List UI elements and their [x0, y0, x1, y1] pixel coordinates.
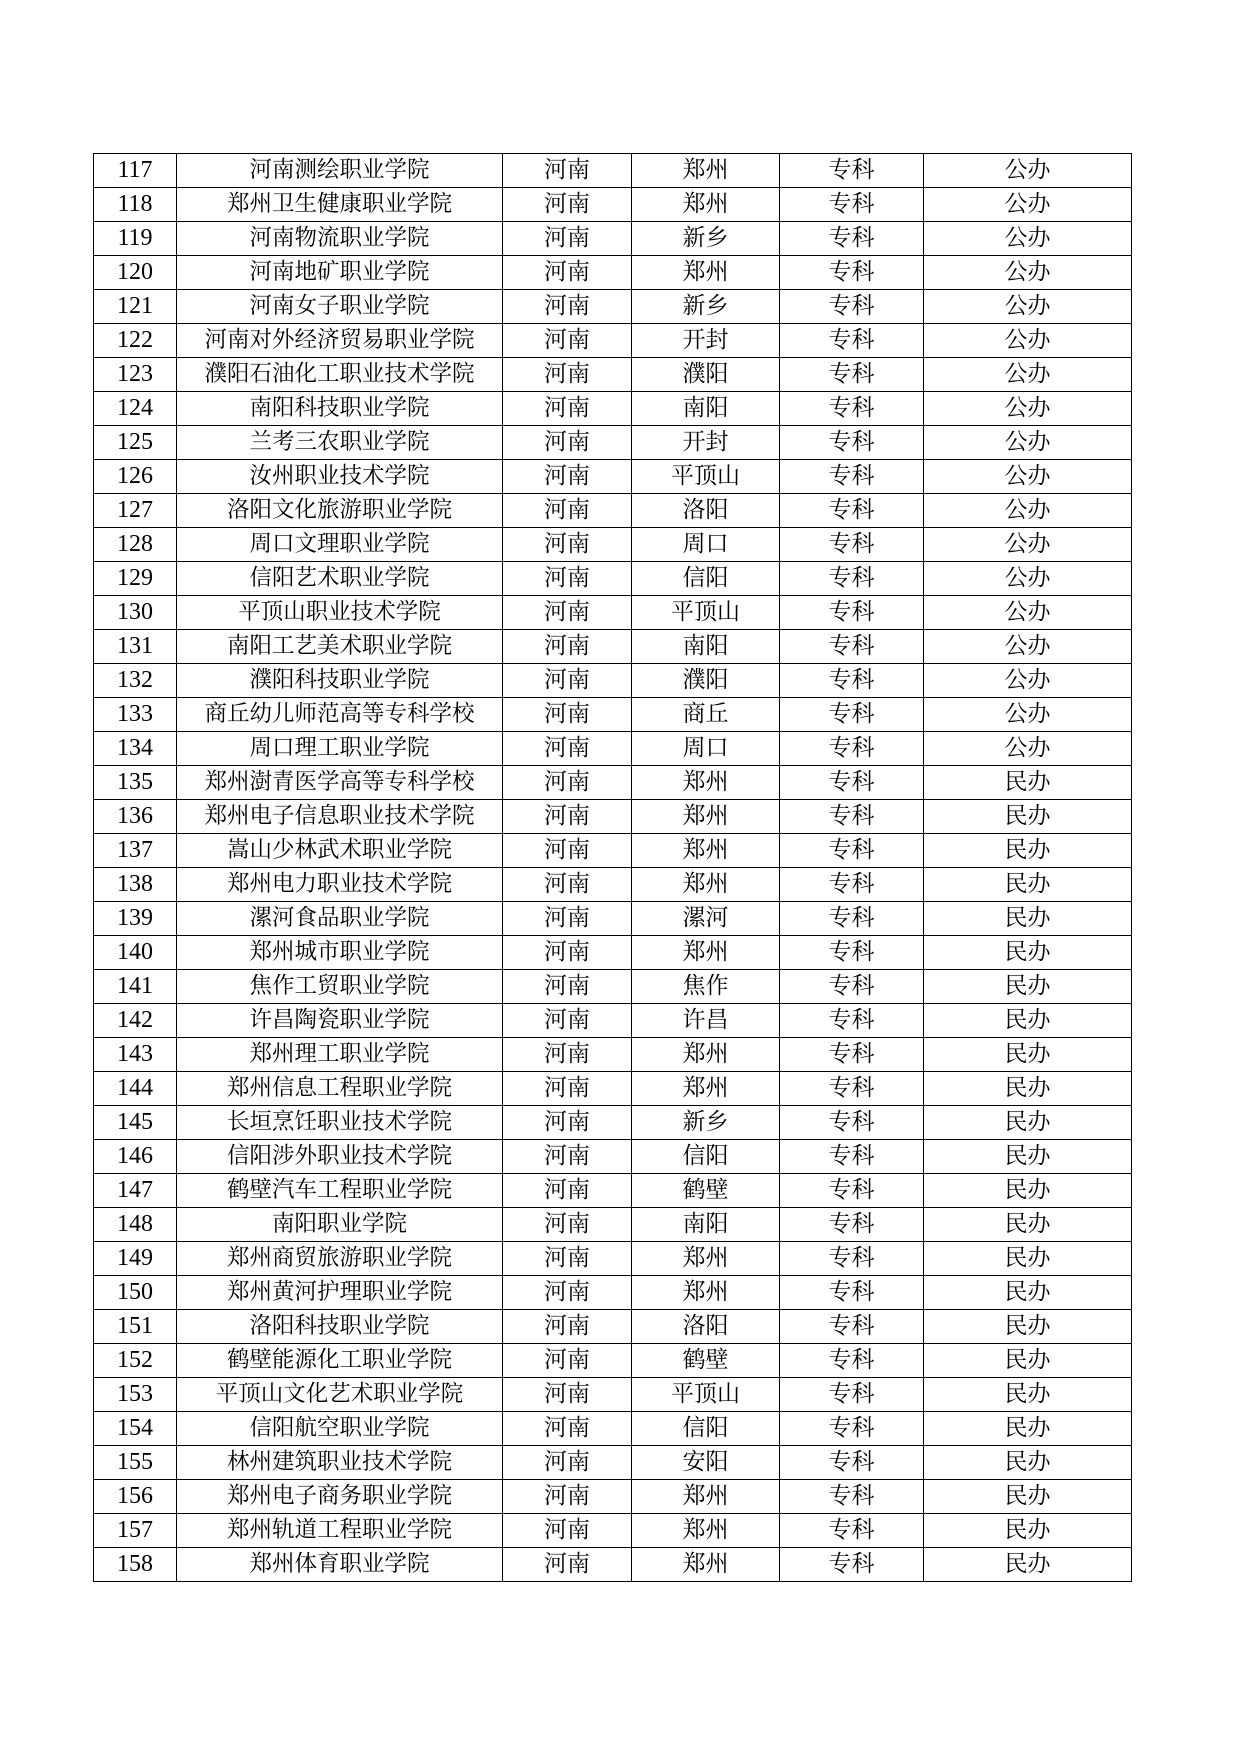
- college-name-cell: 郑州信息工程职业学院: [177, 1072, 503, 1106]
- college-name-cell: 河南女子职业学院: [177, 290, 503, 324]
- table-row: [94, 1310, 1132, 1344]
- level-cell: 专科: [780, 1242, 924, 1276]
- college-name-cell: 许昌陶瓷职业学院: [177, 1004, 503, 1038]
- level-cell: 专科: [780, 1378, 924, 1412]
- college-name-cell: 焦作工贸职业学院: [177, 970, 503, 1004]
- college-name-cell: 郑州黄河护理职业学院: [177, 1276, 503, 1310]
- level-cell: 专科: [780, 732, 924, 766]
- college-name-cell: 郑州商贸旅游职业学院: [177, 1242, 503, 1276]
- ownership-type-cell: 民办: [924, 902, 1132, 936]
- ownership-type-cell: 公办: [924, 596, 1132, 630]
- table-row: [94, 1514, 1132, 1548]
- city-cell: 郑州: [632, 1276, 780, 1310]
- table-row: [94, 970, 1132, 1004]
- table-row: [94, 1276, 1132, 1310]
- ownership-type-cell: 公办: [924, 324, 1132, 358]
- row-number-cell: 153: [94, 1378, 177, 1412]
- row-number-cell: 145: [94, 1106, 177, 1140]
- college-name-cell: 郑州澍青医学高等专科学校: [177, 766, 503, 800]
- college-name-cell: 洛阳科技职业学院: [177, 1310, 503, 1344]
- province-cell: 河南: [503, 154, 632, 188]
- province-cell: 河南: [503, 1310, 632, 1344]
- ownership-type-cell: 民办: [924, 1378, 1132, 1412]
- level-cell: 专科: [780, 970, 924, 1004]
- ownership-type-cell: 民办: [924, 1242, 1132, 1276]
- city-cell: 洛阳: [632, 1310, 780, 1344]
- city-cell: 鹤壁: [632, 1174, 780, 1208]
- level-cell: 专科: [780, 936, 924, 970]
- row-number-cell: 133: [94, 698, 177, 732]
- ownership-type-cell: 公办: [924, 188, 1132, 222]
- table-row: [94, 766, 1132, 800]
- level-cell: 专科: [780, 1072, 924, 1106]
- college-name-cell: 漯河食品职业学院: [177, 902, 503, 936]
- level-cell: 专科: [780, 290, 924, 324]
- province-cell: 河南: [503, 902, 632, 936]
- table-row: [94, 596, 1132, 630]
- city-cell: 郑州: [632, 1242, 780, 1276]
- table-row: [94, 630, 1132, 664]
- table-row: [94, 562, 1132, 596]
- ownership-type-cell: 民办: [924, 1140, 1132, 1174]
- city-cell: 濮阳: [632, 358, 780, 392]
- city-cell: 濮阳: [632, 664, 780, 698]
- college-name-cell: 嵩山少林武术职业学院: [177, 834, 503, 868]
- province-cell: 河南: [503, 834, 632, 868]
- ownership-type-cell: 公办: [924, 392, 1132, 426]
- college-name-cell: 鹤壁能源化工职业学院: [177, 1344, 503, 1378]
- ownership-type-cell: 民办: [924, 1276, 1132, 1310]
- level-cell: 专科: [780, 1038, 924, 1072]
- city-cell: 郑州: [632, 868, 780, 902]
- college-name-cell: 濮阳石油化工职业技术学院: [177, 358, 503, 392]
- college-name-cell: 南阳工艺美术职业学院: [177, 630, 503, 664]
- ownership-type-cell: 民办: [924, 1344, 1132, 1378]
- table-body: [94, 154, 1132, 1582]
- table-row: [94, 222, 1132, 256]
- province-cell: 河南: [503, 1242, 632, 1276]
- level-cell: 专科: [780, 494, 924, 528]
- ownership-type-cell: 民办: [924, 1446, 1132, 1480]
- college-name-cell: 郑州卫生健康职业学院: [177, 188, 503, 222]
- row-number-cell: 147: [94, 1174, 177, 1208]
- level-cell: 专科: [780, 800, 924, 834]
- province-cell: 河南: [503, 664, 632, 698]
- college-name-cell: 郑州体育职业学院: [177, 1548, 503, 1582]
- city-cell: 平顶山: [632, 596, 780, 630]
- table-row: [94, 1344, 1132, 1378]
- table-row: [94, 1106, 1132, 1140]
- level-cell: 专科: [780, 562, 924, 596]
- level-cell: 专科: [780, 1548, 924, 1582]
- table-row: [94, 494, 1132, 528]
- college-name-cell: 河南地矿职业学院: [177, 256, 503, 290]
- college-name-cell: 林州建筑职业技术学院: [177, 1446, 503, 1480]
- city-cell: 郑州: [632, 256, 780, 290]
- province-cell: 河南: [503, 324, 632, 358]
- level-cell: 专科: [780, 1276, 924, 1310]
- table-row: [94, 256, 1132, 290]
- ownership-type-cell: 公办: [924, 154, 1132, 188]
- row-number-cell: 122: [94, 324, 177, 358]
- table-row: [94, 1548, 1132, 1582]
- province-cell: 河南: [503, 1480, 632, 1514]
- city-cell: 新乡: [632, 1106, 780, 1140]
- row-number-cell: 141: [94, 970, 177, 1004]
- table-row: [94, 800, 1132, 834]
- city-cell: 漯河: [632, 902, 780, 936]
- ownership-type-cell: 公办: [924, 290, 1132, 324]
- province-cell: 河南: [503, 1412, 632, 1446]
- city-cell: 信阳: [632, 1412, 780, 1446]
- ownership-type-cell: 民办: [924, 1038, 1132, 1072]
- row-number-cell: 155: [94, 1446, 177, 1480]
- college-name-cell: 河南测绘职业学院: [177, 154, 503, 188]
- ownership-type-cell: 公办: [924, 528, 1132, 562]
- province-cell: 河南: [503, 562, 632, 596]
- row-number-cell: 117: [94, 154, 177, 188]
- ownership-type-cell: 公办: [924, 494, 1132, 528]
- table-row: [94, 1174, 1132, 1208]
- city-cell: 郑州: [632, 766, 780, 800]
- city-cell: 郑州: [632, 834, 780, 868]
- city-cell: 周口: [632, 528, 780, 562]
- city-cell: 周口: [632, 732, 780, 766]
- table-row: [94, 528, 1132, 562]
- province-cell: 河南: [503, 256, 632, 290]
- college-name-cell: 信阳艺术职业学院: [177, 562, 503, 596]
- level-cell: 专科: [780, 188, 924, 222]
- ownership-type-cell: 民办: [924, 1412, 1132, 1446]
- province-cell: 河南: [503, 1174, 632, 1208]
- level-cell: 专科: [780, 1140, 924, 1174]
- level-cell: 专科: [780, 1514, 924, 1548]
- row-number-cell: 157: [94, 1514, 177, 1548]
- city-cell: 信阳: [632, 1140, 780, 1174]
- city-cell: 郑州: [632, 800, 780, 834]
- college-name-cell: 信阳航空职业学院: [177, 1412, 503, 1446]
- row-number-cell: 152: [94, 1344, 177, 1378]
- ownership-type-cell: 公办: [924, 732, 1132, 766]
- college-name-cell: 南阳科技职业学院: [177, 392, 503, 426]
- ownership-type-cell: 公办: [924, 664, 1132, 698]
- ownership-type-cell: 公办: [924, 460, 1132, 494]
- city-cell: 鹤壁: [632, 1344, 780, 1378]
- row-number-cell: 119: [94, 222, 177, 256]
- table-row: [94, 1072, 1132, 1106]
- row-number-cell: 149: [94, 1242, 177, 1276]
- level-cell: 专科: [780, 358, 924, 392]
- city-cell: 郑州: [632, 1072, 780, 1106]
- row-number-cell: 128: [94, 528, 177, 562]
- ownership-type-cell: 民办: [924, 1208, 1132, 1242]
- city-cell: 平顶山: [632, 460, 780, 494]
- college-name-cell: 平顶山文化艺术职业学院: [177, 1378, 503, 1412]
- province-cell: 河南: [503, 1038, 632, 1072]
- college-name-cell: 郑州轨道工程职业学院: [177, 1514, 503, 1548]
- table-row: [94, 290, 1132, 324]
- college-name-cell: 信阳涉外职业技术学院: [177, 1140, 503, 1174]
- level-cell: 专科: [780, 324, 924, 358]
- row-number-cell: 142: [94, 1004, 177, 1038]
- row-number-cell: 151: [94, 1310, 177, 1344]
- row-number-cell: 124: [94, 392, 177, 426]
- college-name-cell: 郑州电力职业技术学院: [177, 868, 503, 902]
- ownership-type-cell: 民办: [924, 970, 1132, 1004]
- province-cell: 河南: [503, 970, 632, 1004]
- row-number-cell: 125: [94, 426, 177, 460]
- ownership-type-cell: 民办: [924, 1548, 1132, 1582]
- province-cell: 河南: [503, 1446, 632, 1480]
- table-row: [94, 426, 1132, 460]
- province-cell: 河南: [503, 1004, 632, 1038]
- table-row: [94, 324, 1132, 358]
- table-row: [94, 460, 1132, 494]
- college-name-cell: 平顶山职业技术学院: [177, 596, 503, 630]
- ownership-type-cell: 公办: [924, 630, 1132, 664]
- province-cell: 河南: [503, 460, 632, 494]
- row-number-cell: 137: [94, 834, 177, 868]
- level-cell: 专科: [780, 902, 924, 936]
- city-cell: 南阳: [632, 1208, 780, 1242]
- city-cell: 开封: [632, 324, 780, 358]
- level-cell: 专科: [780, 528, 924, 562]
- ownership-type-cell: 公办: [924, 426, 1132, 460]
- level-cell: 专科: [780, 664, 924, 698]
- table-row: [94, 1208, 1132, 1242]
- province-cell: 河南: [503, 1072, 632, 1106]
- level-cell: 专科: [780, 1208, 924, 1242]
- city-cell: 商丘: [632, 698, 780, 732]
- row-number-cell: 140: [94, 936, 177, 970]
- province-cell: 河南: [503, 596, 632, 630]
- level-cell: 专科: [780, 596, 924, 630]
- province-cell: 河南: [503, 1276, 632, 1310]
- ownership-type-cell: 民办: [924, 1480, 1132, 1514]
- row-number-cell: 150: [94, 1276, 177, 1310]
- row-number-cell: 134: [94, 732, 177, 766]
- level-cell: 专科: [780, 222, 924, 256]
- row-number-cell: 121: [94, 290, 177, 324]
- college-name-cell: 洛阳文化旅游职业学院: [177, 494, 503, 528]
- level-cell: 专科: [780, 630, 924, 664]
- table-row: [94, 1004, 1132, 1038]
- ownership-type-cell: 民办: [924, 800, 1132, 834]
- ownership-type-cell: 民办: [924, 766, 1132, 800]
- ownership-type-cell: 民办: [924, 1310, 1132, 1344]
- province-cell: 河南: [503, 936, 632, 970]
- table-row: [94, 698, 1132, 732]
- ownership-type-cell: 民办: [924, 936, 1132, 970]
- city-cell: 平顶山: [632, 1378, 780, 1412]
- row-number-cell: 127: [94, 494, 177, 528]
- college-name-cell: 商丘幼儿师范高等专科学校: [177, 698, 503, 732]
- table-row: [94, 868, 1132, 902]
- table-row: [94, 358, 1132, 392]
- level-cell: 专科: [780, 698, 924, 732]
- row-number-cell: 139: [94, 902, 177, 936]
- city-cell: 开封: [632, 426, 780, 460]
- level-cell: 专科: [780, 834, 924, 868]
- level-cell: 专科: [780, 1174, 924, 1208]
- table-row: [94, 1038, 1132, 1072]
- province-cell: 河南: [503, 1514, 632, 1548]
- city-cell: 新乡: [632, 222, 780, 256]
- level-cell: 专科: [780, 1412, 924, 1446]
- row-number-cell: 130: [94, 596, 177, 630]
- ownership-type-cell: 民办: [924, 834, 1132, 868]
- city-cell: 郑州: [632, 188, 780, 222]
- table-row: [94, 392, 1132, 426]
- table-row: [94, 1446, 1132, 1480]
- college-name-cell: 周口理工职业学院: [177, 732, 503, 766]
- city-cell: 南阳: [632, 392, 780, 426]
- college-name-cell: 郑州理工职业学院: [177, 1038, 503, 1072]
- level-cell: 专科: [780, 392, 924, 426]
- table-row: [94, 664, 1132, 698]
- ownership-type-cell: 公办: [924, 358, 1132, 392]
- college-name-cell: 河南物流职业学院: [177, 222, 503, 256]
- city-cell: 洛阳: [632, 494, 780, 528]
- level-cell: 专科: [780, 1310, 924, 1344]
- city-cell: 许昌: [632, 1004, 780, 1038]
- ownership-type-cell: 公办: [924, 256, 1132, 290]
- province-cell: 河南: [503, 630, 632, 664]
- province-cell: 河南: [503, 766, 632, 800]
- province-cell: 河南: [503, 800, 632, 834]
- row-number-cell: 123: [94, 358, 177, 392]
- college-table: [93, 153, 1132, 1582]
- province-cell: 河南: [503, 868, 632, 902]
- level-cell: 专科: [780, 1344, 924, 1378]
- province-cell: 河南: [503, 1106, 632, 1140]
- table-row: [94, 1140, 1132, 1174]
- row-number-cell: 148: [94, 1208, 177, 1242]
- ownership-type-cell: 民办: [924, 1174, 1132, 1208]
- city-cell: 信阳: [632, 562, 780, 596]
- province-cell: 河南: [503, 426, 632, 460]
- province-cell: 河南: [503, 358, 632, 392]
- level-cell: 专科: [780, 1106, 924, 1140]
- row-number-cell: 156: [94, 1480, 177, 1514]
- college-name-cell: 鹤壁汽车工程职业学院: [177, 1174, 503, 1208]
- province-cell: 河南: [503, 1378, 632, 1412]
- city-cell: 郑州: [632, 1038, 780, 1072]
- province-cell: 河南: [503, 528, 632, 562]
- college-name-cell: 长垣烹饪职业技术学院: [177, 1106, 503, 1140]
- province-cell: 河南: [503, 732, 632, 766]
- province-cell: 河南: [503, 1208, 632, 1242]
- college-name-cell: 郑州电子信息职业技术学院: [177, 800, 503, 834]
- level-cell: 专科: [780, 766, 924, 800]
- row-number-cell: 136: [94, 800, 177, 834]
- row-number-cell: 154: [94, 1412, 177, 1446]
- ownership-type-cell: 公办: [924, 698, 1132, 732]
- ownership-type-cell: 民办: [924, 868, 1132, 902]
- province-cell: 河南: [503, 1344, 632, 1378]
- table-row: [94, 902, 1132, 936]
- college-name-cell: 南阳职业学院: [177, 1208, 503, 1242]
- province-cell: 河南: [503, 290, 632, 324]
- city-cell: 郑州: [632, 1514, 780, 1548]
- province-cell: 河南: [503, 494, 632, 528]
- row-number-cell: 132: [94, 664, 177, 698]
- college-name-cell: 兰考三农职业学院: [177, 426, 503, 460]
- row-number-cell: 146: [94, 1140, 177, 1174]
- level-cell: 专科: [780, 256, 924, 290]
- province-cell: 河南: [503, 1548, 632, 1582]
- city-cell: 郑州: [632, 154, 780, 188]
- row-number-cell: 126: [94, 460, 177, 494]
- province-cell: 河南: [503, 1140, 632, 1174]
- row-number-cell: 158: [94, 1548, 177, 1582]
- table-row: [94, 154, 1132, 188]
- ownership-type-cell: 民办: [924, 1514, 1132, 1548]
- level-cell: 专科: [780, 154, 924, 188]
- row-number-cell: 118: [94, 188, 177, 222]
- table-row: [94, 732, 1132, 766]
- level-cell: 专科: [780, 460, 924, 494]
- row-number-cell: 144: [94, 1072, 177, 1106]
- table-row: [94, 188, 1132, 222]
- city-cell: 新乡: [632, 290, 780, 324]
- ownership-type-cell: 公办: [924, 562, 1132, 596]
- level-cell: 专科: [780, 1004, 924, 1038]
- province-cell: 河南: [503, 392, 632, 426]
- city-cell: 南阳: [632, 630, 780, 664]
- city-cell: 焦作: [632, 970, 780, 1004]
- row-number-cell: 143: [94, 1038, 177, 1072]
- table-row: [94, 1480, 1132, 1514]
- college-name-cell: 河南对外经济贸易职业学院: [177, 324, 503, 358]
- level-cell: 专科: [780, 1446, 924, 1480]
- city-cell: 郑州: [632, 936, 780, 970]
- college-name-cell: 郑州城市职业学院: [177, 936, 503, 970]
- ownership-type-cell: 公办: [924, 222, 1132, 256]
- city-cell: 安阳: [632, 1446, 780, 1480]
- row-number-cell: 131: [94, 630, 177, 664]
- province-cell: 河南: [503, 222, 632, 256]
- level-cell: 专科: [780, 426, 924, 460]
- table-row: [94, 834, 1132, 868]
- level-cell: 专科: [780, 1480, 924, 1514]
- college-name-cell: 郑州电子商务职业学院: [177, 1480, 503, 1514]
- city-cell: 郑州: [632, 1480, 780, 1514]
- college-name-cell: 汝州职业技术学院: [177, 460, 503, 494]
- ownership-type-cell: 民办: [924, 1072, 1132, 1106]
- ownership-type-cell: 民办: [924, 1004, 1132, 1038]
- province-cell: 河南: [503, 188, 632, 222]
- table-row: [94, 1242, 1132, 1276]
- row-number-cell: 138: [94, 868, 177, 902]
- ownership-type-cell: 民办: [924, 1106, 1132, 1140]
- table-row: [94, 1378, 1132, 1412]
- row-number-cell: 135: [94, 766, 177, 800]
- table-row: [94, 936, 1132, 970]
- province-cell: 河南: [503, 698, 632, 732]
- level-cell: 专科: [780, 868, 924, 902]
- row-number-cell: 120: [94, 256, 177, 290]
- table-row: [94, 1412, 1132, 1446]
- city-cell: 郑州: [632, 1548, 780, 1582]
- row-number-cell: 129: [94, 562, 177, 596]
- college-name-cell: 濮阳科技职业学院: [177, 664, 503, 698]
- college-name-cell: 周口文理职业学院: [177, 528, 503, 562]
